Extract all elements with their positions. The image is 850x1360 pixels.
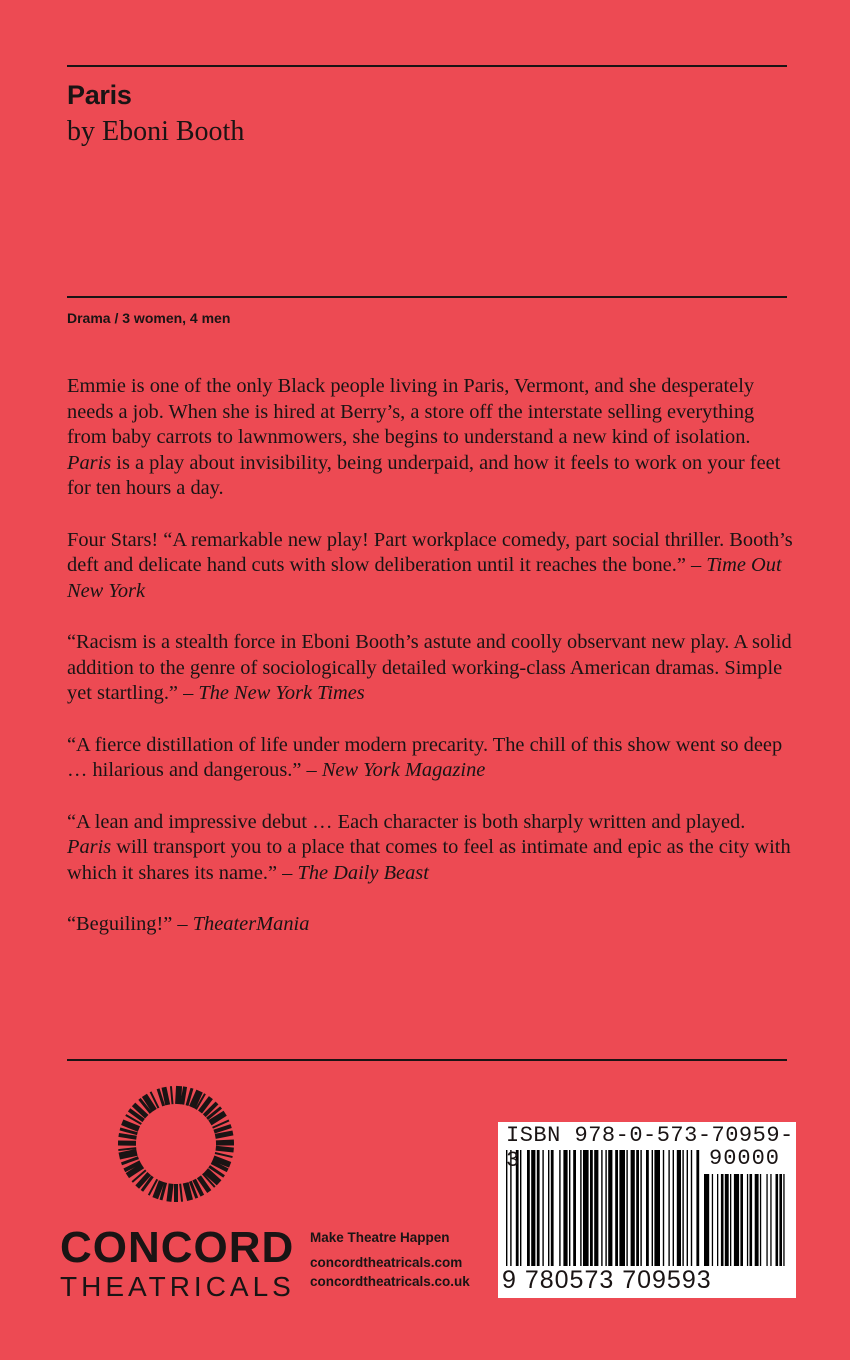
top-rule (67, 65, 787, 67)
price-bar (704, 1174, 709, 1266)
price-bar (760, 1174, 761, 1266)
italic-text: Paris (67, 451, 112, 474)
ean-digits: 9 780573 709593 (502, 1266, 712, 1294)
italic-text: New York Magazine (321, 759, 486, 781)
text-run: “Racism is a stealth force in Eboni Booth’s astute and coolly observant new play. A solid addition to the genre of sociologically detailed working-class American dramas. Simple yet startling.” – (67, 631, 792, 704)
ring-logo-icon (112, 1080, 240, 1208)
price-bar (717, 1174, 718, 1266)
isbn-label: ISBN 978-0-573-70959-3 (506, 1123, 794, 1173)
text-run: “A lean and impressive debut … Each character is both sharply written and played. (67, 810, 746, 833)
ring-tick (215, 1153, 233, 1157)
ring-tick (215, 1133, 233, 1136)
tagline: Make Theatre Happen (310, 1230, 450, 1245)
middle-rule (67, 296, 787, 298)
price-bar (776, 1174, 779, 1266)
ring-tick (119, 1135, 137, 1138)
price-bar (721, 1174, 724, 1266)
ring-tick (180, 1184, 182, 1202)
price-bar (740, 1174, 743, 1266)
italic-text: Time Out New York (67, 554, 782, 602)
price-bar (725, 1174, 729, 1266)
ring-tick (164, 1087, 168, 1105)
isbn-barcode (498, 1122, 796, 1298)
ring-tick (216, 1148, 234, 1150)
ring-tick (119, 1152, 137, 1156)
logo-concord: CONCORD (60, 1223, 295, 1272)
ring-tick (122, 1122, 139, 1129)
publisher-contact (310, 1228, 470, 1291)
italic-text: Paris (67, 836, 112, 858)
ring-tick (178, 1086, 179, 1104)
price-bar (783, 1174, 784, 1266)
text-run: will transport you to a place that comes to feel as intimate and epic as the city with which it shares its name.” – (67, 836, 791, 884)
book-title: Paris (67, 80, 132, 110)
author-byline: by Eboni Booth (67, 116, 245, 147)
text-run: Emmie is one of the only Black people living in Paris, Vermont, and she desperately needs a job. When she is hired at Berry’s, a store off the interstate selling everything from baby carrots to lawnmowers, she begins to understand a new kind of isolation. (67, 375, 755, 448)
blurb-text (67, 374, 793, 964)
blurb-paragraph (67, 374, 793, 502)
price-bar (747, 1174, 748, 1266)
blurb-paragraph (67, 733, 793, 784)
price-bar (734, 1174, 739, 1266)
ring-tick (186, 1183, 190, 1200)
price-code: 90000 (709, 1146, 781, 1171)
website-uk: concordtheatricals.co.uk (310, 1274, 470, 1289)
price-bar (779, 1174, 782, 1266)
italic-text: The Daily Beast (297, 861, 429, 884)
genre-cast: Drama / 3 women, 4 men (67, 310, 231, 326)
website-us: concordtheatricals.com (310, 1255, 463, 1270)
publisher-logo (60, 1080, 295, 1304)
ring-tick (216, 1141, 234, 1142)
price-bar (712, 1174, 713, 1266)
logo-theatricals: THEATRICALS (60, 1271, 295, 1302)
price-bar (770, 1174, 771, 1266)
bottom-rule (67, 1059, 787, 1061)
italic-text: TheaterMania (192, 913, 310, 935)
text-run: is a play about invisibility, being underpaid, and how it feels to work on your feet for ten hours a day. (67, 451, 781, 499)
ring-tick (171, 1086, 173, 1104)
ring-tick (182, 1087, 185, 1105)
text-run: “Beguiling!” – (67, 913, 193, 935)
blurb-paragraph (67, 810, 793, 887)
price-bar (730, 1174, 731, 1266)
blurb-paragraph (67, 630, 793, 707)
ring-tick (169, 1184, 171, 1202)
blurb-paragraph (67, 528, 793, 605)
blurb-paragraph (67, 912, 793, 938)
italic-text: The New York Times (198, 682, 365, 704)
text-run: “A fierce distillation of life under modern precarity. The chill of this show went so deep … hilarious and dangerous.” – (67, 733, 783, 781)
text-run: Four Stars! “A remarkable new play! Part workplace comedy, part social thriller. Booth’s deft and delicate hand cuts with slow deliberation until it reaches the bone.” – (67, 528, 793, 576)
price-bar (766, 1174, 767, 1266)
price-bar (750, 1174, 753, 1266)
price-bar (755, 1174, 759, 1266)
